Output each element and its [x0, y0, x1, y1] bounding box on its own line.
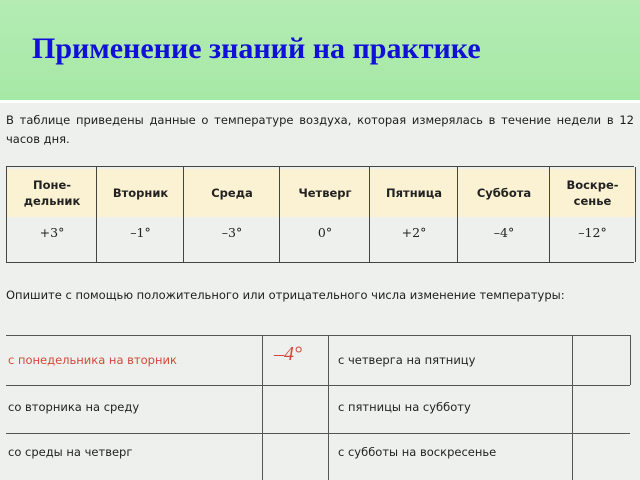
day-temperature: –12°	[578, 225, 607, 240]
task-intro: В таблице приведены данные о температуре воздуха, которая измерялась в течение недели в 12 часов дня.	[6, 113, 634, 146]
day-temperature: –1°	[130, 225, 151, 240]
change-label: с понедельника на вторник	[8, 353, 177, 367]
column-divider	[328, 335, 329, 480]
day-header: Среда	[184, 169, 280, 217]
day-temperature: 0°	[317, 225, 333, 240]
day-column	[549, 167, 636, 262]
day-temperature: –4°	[493, 225, 515, 240]
row-divider	[6, 433, 630, 434]
task-question: Опишите с помощью положительного или отрицательного числа изменение температуры:	[6, 288, 565, 302]
day-column	[6, 167, 97, 262]
day-column	[369, 167, 458, 262]
row-divider	[6, 335, 630, 336]
day-header: Пятница	[370, 169, 458, 217]
change-answer: –4°	[274, 343, 302, 365]
change-label: со вторника на среду	[8, 400, 140, 414]
day-column	[96, 167, 184, 262]
column-divider	[262, 335, 263, 480]
title-banner	[0, 0, 640, 103]
day-temperature: +3°	[39, 225, 65, 240]
change-label: с субботы на воскресенье	[338, 445, 497, 459]
textbook-scan	[0, 103, 640, 480]
day-temperature: +2°	[401, 225, 427, 240]
day-header: Вторник	[97, 169, 184, 217]
column-divider	[572, 335, 573, 480]
day-header: Суббота	[458, 169, 550, 217]
day-column	[279, 167, 370, 262]
day-header: Воскре- сенье	[550, 169, 635, 217]
temperature-table	[6, 166, 634, 263]
change-label: с четверга на пятницу	[338, 353, 476, 367]
day-column	[183, 167, 280, 262]
change-label: со среды на четверг	[8, 445, 133, 459]
day-column	[457, 167, 550, 262]
slide-title: Применение знаний на практике	[32, 32, 481, 65]
change-label: с пятницы на субботу	[338, 400, 471, 414]
day-temperature: –3°	[221, 225, 243, 240]
day-header: Поне- дельник	[7, 169, 97, 217]
row-divider	[6, 385, 630, 386]
column-divider	[630, 335, 631, 385]
day-header: Четверг	[280, 169, 370, 217]
change-table	[6, 335, 636, 480]
